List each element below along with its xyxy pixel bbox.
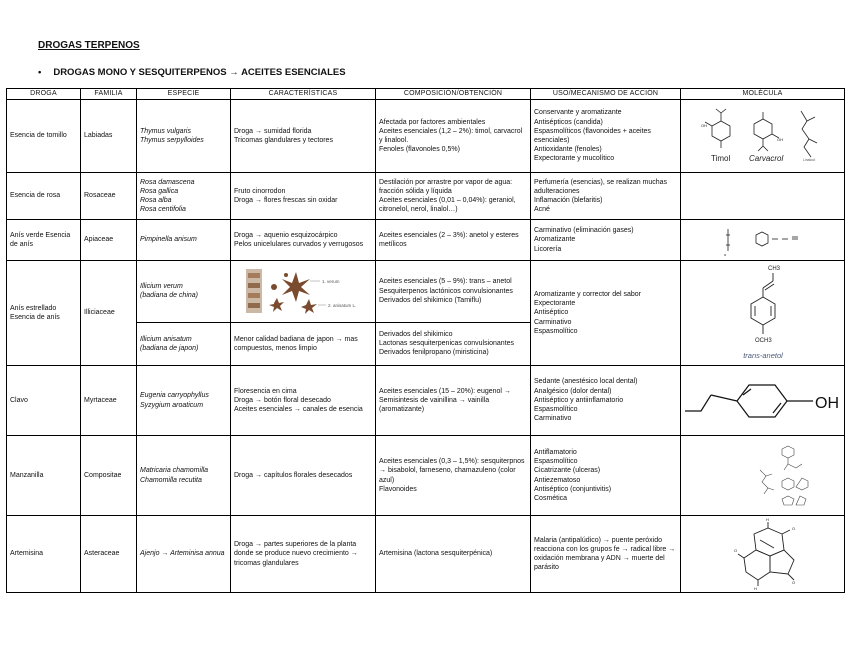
oh-label: OH <box>815 394 839 412</box>
uso-line: Perfumería (esencias), se realizan muchas adulteraciones <box>534 178 668 195</box>
uso-line: Inflamación (blefaritis) <box>534 197 603 204</box>
comp-line: Fenoles (flavonoles 0,5%) <box>379 146 460 154</box>
svg-text:Linalool: Linalool <box>802 158 815 162</box>
especie-line: Thymus vulgaris <box>140 127 191 135</box>
especie-line: Rosa alba <box>140 197 172 204</box>
cell-uso <box>531 261 681 366</box>
cell-composicion <box>376 100 531 173</box>
uso-line: Antiséptico (conjuntivitis) <box>534 485 612 493</box>
comp-line: Aceites esenciales (5 – 9%): trans – anetol <box>379 278 512 286</box>
cell-especie <box>137 322 231 365</box>
uso-line: Carminativo (eliminación gases) <box>534 227 634 235</box>
uso-line: Espasmolítico <box>534 406 578 414</box>
especie-line: Rosa centifolia <box>140 206 186 214</box>
cell-especie <box>137 436 231 516</box>
cell-caracteristicas <box>231 516 376 593</box>
table-row <box>7 436 845 516</box>
och3-label: OCH3 <box>754 338 772 344</box>
uso-line: Malaria (antipalúdico) → puente peróxido reacciona con los grupos fe → radical libre → oxidación membrana y ADN → muerte del parásito <box>534 536 676 572</box>
comp-line: Sesquiterpenos lactónicos convulsionantes <box>379 287 513 295</box>
thymol-carvacrol-structure-icon <box>683 103 843 169</box>
cell-uso <box>531 516 681 593</box>
svg-text:o: o <box>723 252 726 257</box>
cell-especie <box>137 366 231 436</box>
cell-especie <box>137 100 231 173</box>
uso-line: Expectorante y mucolítico <box>534 155 615 163</box>
cell-molecula <box>681 516 845 593</box>
caract-line: Droga → aquenio esquizocárpico <box>234 231 338 239</box>
cell-droga: Clavo <box>7 366 81 436</box>
especie-line: Chamomilla recutita <box>140 476 202 484</box>
svg-text:OH: OH <box>700 123 707 128</box>
cell-molecula <box>681 100 845 173</box>
especie-line: Thymus serpylloides <box>140 137 204 144</box>
cell-molecula <box>681 261 845 366</box>
cell-composicion <box>376 220 531 261</box>
table-row <box>7 516 845 593</box>
star-anise-icon <box>244 267 362 315</box>
cell-familia: Labiadas <box>81 100 137 173</box>
cell-especie <box>137 261 231 323</box>
star-anise-photo <box>244 267 362 315</box>
cell-composicion <box>376 322 531 365</box>
cell-composicion <box>376 436 531 516</box>
especie-line: Rosa damascena <box>140 178 195 186</box>
svg-text:O: O <box>791 580 795 585</box>
cell-caracteristicas <box>231 100 376 173</box>
column-header: COMPOSICIÓN/OBTENCIÓN <box>376 89 531 100</box>
svg-text:H: H <box>765 518 769 522</box>
table-row <box>7 220 845 261</box>
comp-line: Aceites esenciales (1,2 – 2%): timol, carvacrol y linalool. <box>379 127 523 144</box>
cell-caracteristicas <box>231 366 376 436</box>
anethole-structure-icon <box>688 223 838 257</box>
column-header: FAMILIA <box>81 89 137 100</box>
comp-line: Aceites esenciales (15 – 20%): eugenol → Semisintesis de vainillina → vainilla (aromatizante) <box>379 387 511 414</box>
column-header: ESPECIE <box>137 89 231 100</box>
uso-line: Licorería <box>534 245 562 253</box>
uso-line: Conservante y aromatizante <box>534 109 622 117</box>
subtitle-text: DROGAS MONO Y SESQUITERPENOS → ACEITES ESENCIALES <box>53 67 346 78</box>
cell-uso <box>531 220 681 261</box>
cell-especie <box>137 220 231 261</box>
cell-familia: Apiaceae <box>81 220 137 261</box>
cell-uso <box>531 100 681 173</box>
page-title: DROGAS TERPENOS <box>38 40 140 51</box>
especie-line: Eugenia carryophyllus <box>140 392 209 400</box>
cell-especie <box>137 173 231 220</box>
trans-anethole-structure-icon <box>703 261 823 365</box>
especie-line: Syzygium aroaticum <box>140 401 204 409</box>
comp-line: Derivados del shikimico <box>379 330 453 338</box>
uso-line: Carminativo <box>534 318 572 326</box>
table-row <box>7 366 845 436</box>
especie-line: (badiana de japon) <box>140 344 199 352</box>
caract-line: Droga → flores frescas sin oxidar <box>234 197 338 204</box>
table-header-row <box>7 89 845 100</box>
uso-line: Cicatrizante (ulceras) <box>534 467 601 475</box>
trans-anetol-caption: trans-anetol <box>742 351 783 360</box>
caract-line: Droga → botón floral desecado <box>234 396 331 404</box>
caract-line: Droga → capítulos florales desecados <box>234 471 353 479</box>
comp-line: Afectada por factores ambientales <box>379 118 486 126</box>
uso-line: Sedante (anestésico local dental) <box>534 378 638 386</box>
uso-line: Cosmética <box>534 494 568 502</box>
cell-uso <box>531 366 681 436</box>
cell-uso <box>531 173 681 220</box>
especie-line: Illicium anisatum <box>140 335 192 343</box>
especie-line: Matricaria chamomilla <box>140 467 209 475</box>
uso-line: Espasmolítico <box>534 458 578 466</box>
column-header: MOLÉCULA <box>681 89 845 100</box>
especie-line: Rosa gallica <box>140 187 179 195</box>
cell-especie <box>137 516 231 593</box>
cell-droga: Artemisina <box>7 516 81 593</box>
uso-line: Antiflamatorio <box>534 448 577 456</box>
photo-label: 1. verum <box>322 279 340 285</box>
cell-droga: Anís verde Esencia de anís <box>7 220 81 261</box>
section-subtitle <box>38 67 346 78</box>
cell-familia: Compositae <box>81 436 137 516</box>
especie-line: Ajenjo → Arteminisa annua <box>140 550 225 558</box>
drug-table <box>6 88 845 593</box>
cell-familia: Myrtaceae <box>81 366 137 436</box>
column-header: DROGA <box>7 89 81 100</box>
cell-composicion <box>376 366 531 436</box>
table-row <box>7 173 845 220</box>
cell-molecula <box>681 220 845 261</box>
comp-line: Flavonoides <box>379 485 417 493</box>
bullet-icon: • <box>38 67 42 78</box>
timol-label: Timol <box>710 154 730 163</box>
uso-line: Aromatizante y corrector del sabor <box>534 290 641 298</box>
caract-line: Pelos unicelulares curvados y verrugosos <box>234 241 364 248</box>
uso-line: Carminativo <box>534 415 572 423</box>
cell-familia: Rosaceae <box>81 173 137 220</box>
uso-line: Aromatizante <box>534 236 576 244</box>
caract-line: Floresencia en cima <box>234 387 297 395</box>
comp-line: Aceites esenciales (2 – 3%): anetol y esteres metílicos <box>379 231 519 248</box>
cell-droga: Esencia de tomillo <box>7 100 81 173</box>
comp-line: Artemisina (lactona sesquiterpénica) <box>379 550 493 558</box>
uso-line: Espasmolíticos (flavonoides + aceites esenciales) <box>534 127 651 144</box>
cell-uso <box>531 436 681 516</box>
carvacrol-label: Carvacrol <box>748 154 783 163</box>
ch3-label: CH3 <box>767 266 780 272</box>
svg-text:O: O <box>733 548 737 553</box>
artemisinin-structure-icon <box>688 518 838 590</box>
caract-line: Aceites esenciales → canales de esencia <box>234 406 363 414</box>
especie-line: Pimpinella anisum <box>140 236 197 244</box>
comp-line: Derivados fenilpropano (miristicina) <box>379 349 489 357</box>
column-header: USO/MECANISMO DE ACCIÓN <box>531 89 681 100</box>
cell-molecula <box>681 366 845 436</box>
uso-line: Espasmolítico <box>534 327 578 335</box>
comp-line: Derivados del shikimico (Tamiflu) <box>379 296 482 304</box>
cell-droga: Manzanilla <box>7 436 81 516</box>
svg-text:OH: OH <box>776 137 783 142</box>
cell-caracteristicas <box>231 261 376 323</box>
uso-line: Antiséptico y antiinflamatorio <box>534 396 624 404</box>
comp-line: Lactonas sesquiterpenicas convulsionantes <box>379 340 515 348</box>
especie-line: (badiana de china) <box>140 292 198 300</box>
cell-caracteristicas <box>231 220 376 261</box>
cell-caracteristicas <box>231 322 376 365</box>
uso-line: Analgésico (dolor dental) <box>534 387 612 395</box>
uso-line: Expectorante <box>534 300 576 308</box>
photo-label: 2. anisatum L. <box>328 303 357 309</box>
caract-line: Menor calidad badiana de japon → mas compuestos, menos limpio <box>234 335 358 352</box>
table-row <box>7 100 845 173</box>
eugenol-structure-icon <box>681 371 845 431</box>
cell-composicion <box>376 261 531 323</box>
uso-line: Antioxidante (fenoles) <box>534 146 602 154</box>
comp-line: Aceites esenciales (0,01 – 0,04%): geraniol, citronelol, nerol, linalol…) <box>379 197 516 214</box>
especie-line: Illicium verum <box>140 283 183 291</box>
chamomile-compounds-structure-icon <box>688 440 838 512</box>
svg-text:H: H <box>753 586 757 590</box>
uso-line: Acné <box>534 206 550 214</box>
column-header: CARACTERÍSTICAS <box>231 89 376 100</box>
cell-droga: Anís estrellado Esencia de anís <box>7 261 81 366</box>
uso-line: Antiezematoso <box>534 476 581 484</box>
table-row <box>7 261 845 323</box>
caract-line: Tricomas glandulares y tectores <box>234 137 333 144</box>
cell-caracteristicas <box>231 436 376 516</box>
svg-text:O: O <box>791 526 795 531</box>
caract-line: Droga → sumidad florida <box>234 127 312 135</box>
cell-molecula <box>681 436 845 516</box>
caract-line: Fruto cinorrodon <box>234 187 286 195</box>
uso-line: Antisépticos (candida) <box>534 118 603 126</box>
cell-caracteristicas <box>231 173 376 220</box>
cell-composicion <box>376 173 531 220</box>
cell-familia: Asteraceae <box>81 516 137 593</box>
comp-line: Aceites esenciales (0,3 – 1,5%): sesquiterpnos → bisabolol, farneseno, chamazuleno (color azul) <box>379 458 525 484</box>
cell-composicion <box>376 516 531 593</box>
uso-line: Antiséptico <box>534 309 569 317</box>
cell-molecula <box>681 173 845 220</box>
cell-familia: Illiciaceae <box>81 261 137 366</box>
comp-line: Destilación por arrastre por vapor de agua: fracción sólida y líquida <box>379 178 513 195</box>
caract-line: Droga → partes superiores de la planta donde se produce nuevo crecimiento → tricomas glandulares <box>234 541 358 567</box>
cell-droga: Esencia de rosa <box>7 173 81 220</box>
